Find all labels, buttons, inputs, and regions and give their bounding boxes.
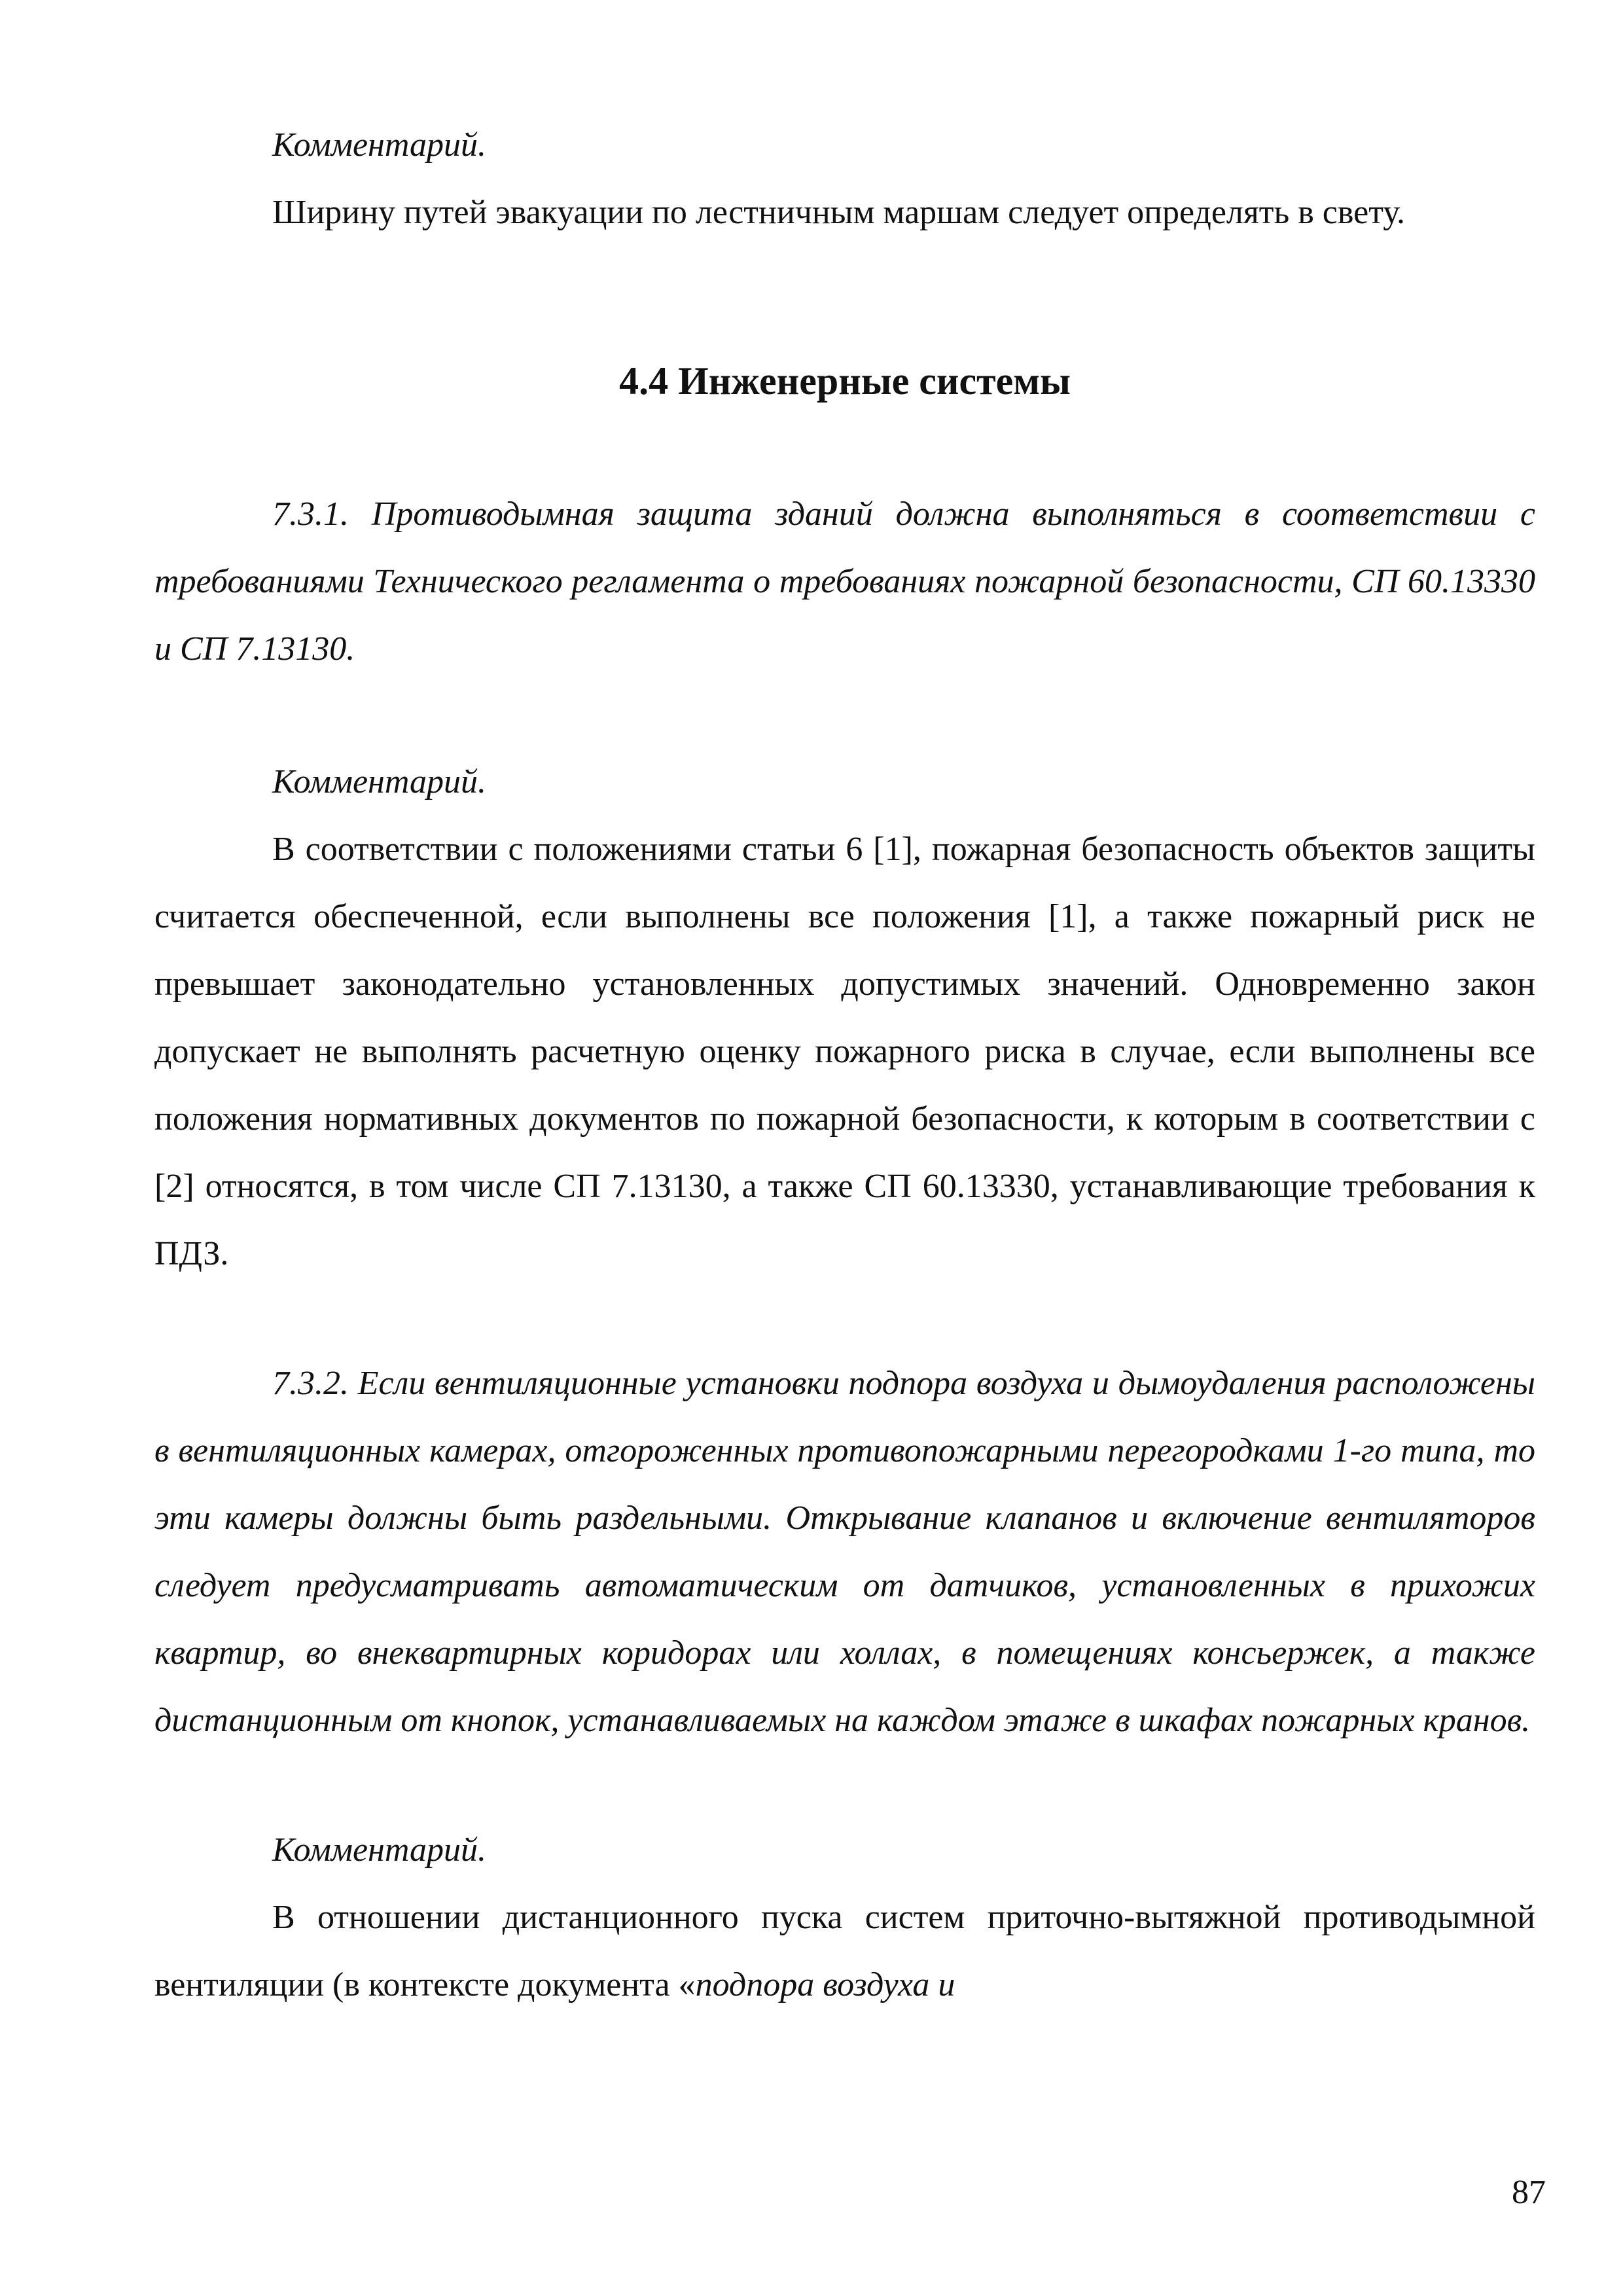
- document-page: [154, 111, 1535, 2018]
- section-heading: 4.4 Инженерные системы: [619, 359, 1071, 403]
- spacer: [154, 1754, 1535, 1816]
- comment-label: Комментарий.: [272, 1831, 487, 1869]
- comment-text-italic: подпора воздуха и: [695, 1966, 955, 2003]
- spacer: [154, 683, 1535, 748]
- page-number: 87: [1512, 2174, 1546, 2211]
- spacer: [154, 415, 1535, 480]
- comment-paragraph: Ширину путей эвакуации по лестничным маршам следует определять в свету.: [272, 194, 1406, 231]
- spacer: [154, 246, 1535, 348]
- comment-label: Комментарий.: [272, 763, 487, 800]
- comment-label: Комментарий.: [272, 126, 487, 164]
- comment-paragraph: [154, 1884, 1535, 2018]
- comment-text: В отношении дистанционного пуска систем приточно-вытяжной противодымной вентиляции (в контексте документа «: [154, 1899, 1535, 2003]
- spacer: [154, 1287, 1535, 1350]
- clause-7-3-2: 7.3.2. Если вентиляционные установки подпора воздуха и дымоудаления расположены в вентиляционных камерах, отгороженных противопожарными перегородками 1-го типа, то эти камеры должны быть раздельными. Открывание клапанов и включение вентиляторов следует предусматривать автоматическим от датчиков, установленных в прихожих квартир, во внеквартирных коридорах или холлах, в помещениях консьержек, а также дистанционным от кнопок, устанавливаемых на каждом этаже в шкафах пожарных кранов.: [154, 1365, 1535, 1739]
- clause-7-3-1: 7.3.1. Противодымная защита зданий должна выполняться в соответствии с требованиями Технического регламента о требованиях пожарной безопасности, СП 60.13330 и СП 7.13130.: [154, 495, 1535, 668]
- comment-paragraph: В соответствии с положениями статьи 6 [1], пожарная безопасность объектов защиты считается обеспеченной, если выполнены все положения [1], а также пожарный риск не превышает законодательно установленных допустимых значений. Одновременно закон допускает не выполнять расчетную оценку пожарного риска в случае, если выполнены все положения нормативных документов по пожарной безопасности, к которым в соответствии с [2] относятся, в том числе СП 7.13130, а также СП 60.13330, устанавливающие требования к ПДЗ.: [154, 831, 1535, 1272]
